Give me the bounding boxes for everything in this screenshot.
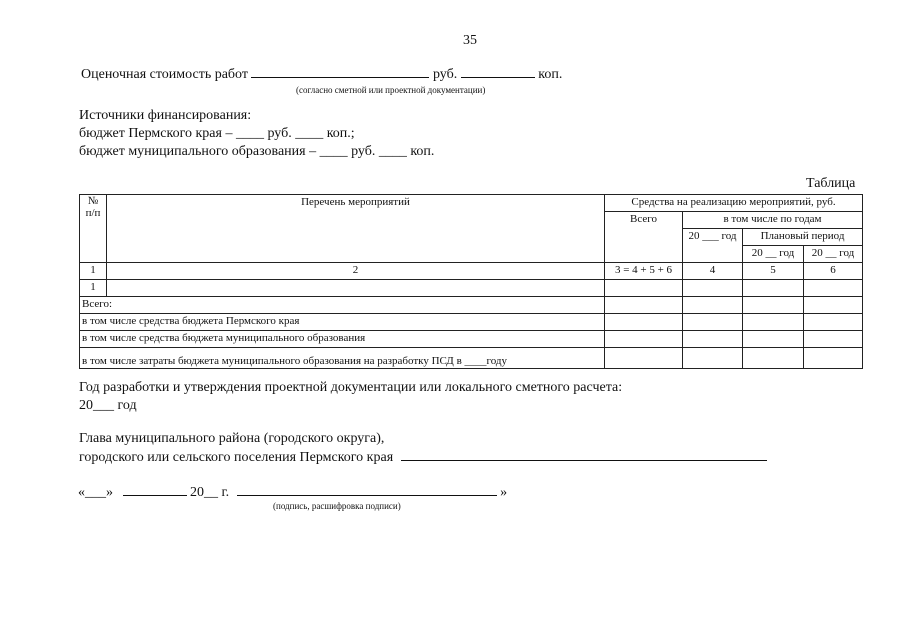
header-funds: Средства на реализацию мероприятий, руб. <box>605 195 863 212</box>
header-measures: Перечень мероприятий <box>107 195 605 263</box>
colnum-3: 3 = 4 + 5 + 6 <box>605 263 683 280</box>
subtotal-row-psd <box>80 348 863 369</box>
header-by-years: в том числе по годам <box>683 212 863 229</box>
subtotal-region-label: в том числе средства бюджета Пермского края <box>80 314 605 331</box>
estimate-kop-label: коп. <box>538 67 563 82</box>
cell <box>605 331 683 348</box>
cell <box>743 331 804 348</box>
head-line-2 <box>79 449 767 466</box>
header-num: № п/п <box>80 195 107 263</box>
date-close-quote: » <box>500 485 508 500</box>
cell <box>743 314 804 331</box>
estimate-rub-label: руб. <box>432 67 458 82</box>
cell <box>743 280 804 297</box>
cell <box>683 331 743 348</box>
cell <box>605 297 683 314</box>
funding-line-municipal: бюджет муниципального образования – ____ руб. ____ коп. <box>79 144 435 159</box>
cell <box>804 280 863 297</box>
cell <box>605 348 683 369</box>
signature-caption: (подпись, расшифровка подписи) <box>273 501 401 511</box>
head-line-1: Глава муниципального района (городского округа), <box>79 431 385 446</box>
cell <box>107 280 605 297</box>
date-line <box>78 484 507 501</box>
table-row <box>80 280 863 297</box>
funding-heading: Источники финансирования: <box>79 108 252 123</box>
estimate-rub-blank <box>251 66 429 78</box>
header-total: Всего <box>605 212 683 263</box>
estimate-kop-blank <box>461 66 535 78</box>
date-day: «___» <box>78 485 113 500</box>
funding-line-region: бюджет Пермского края – ____ руб. ____ коп.; <box>79 126 355 141</box>
dev-year-value: 20___ год <box>79 398 137 413</box>
estimate-label: Оценочная стоимость работ <box>81 67 248 82</box>
dev-year-text: Год разработки и утверждения проектной документации или локального сметного расчета: <box>79 380 623 395</box>
signature-blank <box>237 484 497 496</box>
subtotal-psd-label: в том числе затраты бюджета муниципального образования на разработку ПСД в ____году <box>80 348 605 369</box>
colnum-4: 4 <box>683 263 743 280</box>
estimate-caption: (согласно сметной или проектной документации) <box>296 85 486 95</box>
header-plan-period: Плановый период <box>743 229 863 246</box>
subtotal-municipal-label: в том числе средства бюджета муниципального образования <box>80 331 605 348</box>
colnum-1: 1 <box>80 263 107 280</box>
cell <box>605 314 683 331</box>
head-line-2-text: городского или сельского поселения Пермского края <box>79 450 394 465</box>
subtotal-row-region <box>80 314 863 331</box>
cell <box>804 297 863 314</box>
head-signature-blank <box>401 449 767 461</box>
date-year: 20__ г. <box>190 485 230 500</box>
page-number: 35 <box>463 33 477 48</box>
cell <box>804 331 863 348</box>
colnum-5: 5 <box>743 263 804 280</box>
colnum-6: 6 <box>804 263 863 280</box>
cell <box>683 297 743 314</box>
row-number: 1 <box>80 280 107 297</box>
header-plan-year-2: 20 __ год <box>804 246 863 263</box>
cell <box>605 280 683 297</box>
cell <box>804 348 863 369</box>
header-plan-year-1: 20 __ год <box>743 246 804 263</box>
total-row <box>80 297 863 314</box>
header-current-year: 20 ___ год <box>683 229 743 263</box>
table-label: Таблица <box>806 176 856 191</box>
cell <box>743 348 804 369</box>
subtotal-row-municipal <box>80 331 863 348</box>
cell <box>683 280 743 297</box>
cell <box>743 297 804 314</box>
total-label: Всего: <box>80 297 605 314</box>
cell <box>683 314 743 331</box>
cell <box>683 348 743 369</box>
column-number-row <box>80 263 863 280</box>
date-month-blank <box>123 484 187 496</box>
cell <box>804 314 863 331</box>
measures-table <box>79 194 863 369</box>
estimate-line <box>81 66 562 83</box>
colnum-2: 2 <box>107 263 605 280</box>
